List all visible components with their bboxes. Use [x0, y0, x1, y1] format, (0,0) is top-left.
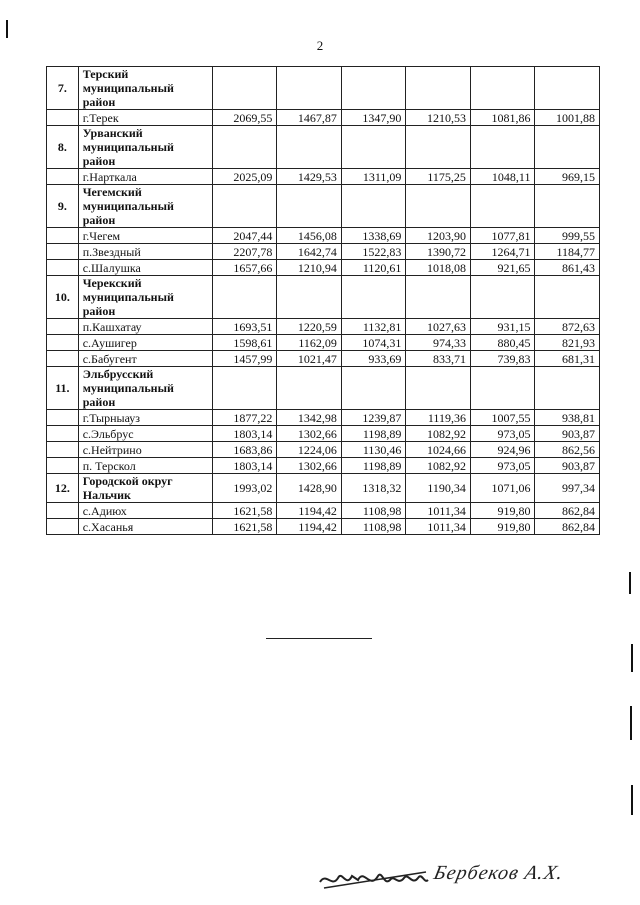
settlement-name: г.Чегем: [78, 228, 212, 244]
value-cell: [212, 185, 277, 228]
settlement-name: г.Нарткала: [78, 169, 212, 185]
settlement-name: с.Нейтрино: [78, 442, 212, 458]
section-number: 11.: [47, 367, 79, 410]
value-cell: 1210,94: [277, 260, 342, 276]
empty-cell: [47, 426, 79, 442]
value-cell: 862,84: [535, 519, 600, 535]
section-number: 7.: [47, 67, 79, 110]
settlement-name: с.Хасанья: [78, 519, 212, 535]
value-cell: 1877,22: [212, 410, 277, 426]
value-cell: 1642,74: [277, 244, 342, 260]
value-cell: 1693,51: [212, 319, 277, 335]
value-cell: [277, 185, 342, 228]
value-cell: 1048,11: [470, 169, 535, 185]
value-cell: [277, 276, 342, 319]
value-cell: 1024,66: [406, 442, 471, 458]
value-cell: 1522,83: [341, 244, 406, 260]
table-row: [47, 458, 600, 474]
table-row: [47, 169, 600, 185]
section-number: 10.: [47, 276, 79, 319]
value-cell: 1224,06: [277, 442, 342, 458]
section-title: Чегемский муниципальный район: [78, 185, 212, 228]
value-cell: 1621,58: [212, 519, 277, 535]
value-cell: 1683,86: [212, 442, 277, 458]
section-number: 9.: [47, 185, 79, 228]
value-cell: 1342,98: [277, 410, 342, 426]
value-cell: 997,34: [535, 474, 600, 503]
settlement-name: с.Аушигер: [78, 335, 212, 351]
right-margin-mark: [630, 706, 632, 740]
empty-cell: [47, 244, 79, 260]
value-cell: [470, 185, 535, 228]
value-cell: 1993,02: [212, 474, 277, 503]
page-number: 2: [316, 38, 324, 53]
section-header-row: [47, 185, 600, 228]
table-row: [47, 319, 600, 335]
value-cell: [277, 367, 342, 410]
value-cell: [341, 367, 406, 410]
value-cell: 931,15: [470, 319, 535, 335]
value-cell: 1210,53: [406, 110, 471, 126]
value-cell: 1194,42: [277, 519, 342, 535]
value-cell: 1011,34: [406, 503, 471, 519]
value-cell: 1132,81: [341, 319, 406, 335]
value-cell: 1803,14: [212, 426, 277, 442]
empty-cell: [47, 260, 79, 276]
settlement-name: п.Кашхатау: [78, 319, 212, 335]
value-cell: 1071,06: [470, 474, 535, 503]
value-cell: 862,56: [535, 442, 600, 458]
value-cell: 821,93: [535, 335, 600, 351]
value-cell: [277, 67, 342, 110]
value-cell: [341, 126, 406, 169]
value-cell: 1803,14: [212, 458, 277, 474]
left-margin-mark: [6, 20, 8, 38]
value-cell: 1081,86: [470, 110, 535, 126]
empty-cell: [47, 319, 79, 335]
value-cell: 2047,44: [212, 228, 277, 244]
empty-cell: [47, 228, 79, 244]
settlement-name: г.Терек: [78, 110, 212, 126]
section-number: 8.: [47, 126, 79, 169]
signature-name: Бербеков А.Х.: [431, 862, 566, 884]
settlement-name: с.Адиюх: [78, 503, 212, 519]
empty-cell: [47, 442, 79, 458]
value-cell: [470, 67, 535, 110]
value-cell: 862,84: [535, 503, 600, 519]
value-cell: [406, 126, 471, 169]
value-cell: 1302,66: [277, 458, 342, 474]
value-cell: 872,63: [535, 319, 600, 335]
value-cell: 974,33: [406, 335, 471, 351]
value-cell: [406, 276, 471, 319]
value-cell: [470, 126, 535, 169]
value-cell: 1021,47: [277, 351, 342, 367]
value-cell: 880,45: [470, 335, 535, 351]
value-cell: 1390,72: [406, 244, 471, 260]
value-cell: 1457,99: [212, 351, 277, 367]
value-cell: 1018,08: [406, 260, 471, 276]
value-cell: 999,55: [535, 228, 600, 244]
value-cell: 1011,34: [406, 519, 471, 535]
value-cell: 924,96: [470, 442, 535, 458]
section-header-row: [47, 67, 600, 110]
value-cell: 1007,55: [470, 410, 535, 426]
section-title: Эльбрусский муниципальный район: [78, 367, 212, 410]
settlement-name: г.Тырныауз: [78, 410, 212, 426]
table-row: [47, 244, 600, 260]
section-title: Городской округ Нальчик: [78, 474, 212, 503]
value-cell: 1108,98: [341, 519, 406, 535]
table-row: [47, 426, 600, 442]
footer-divider: [266, 638, 372, 639]
value-cell: 973,05: [470, 458, 535, 474]
table-row: [47, 110, 600, 126]
value-cell: [277, 126, 342, 169]
value-cell: [212, 126, 277, 169]
value-cell: 1077,81: [470, 228, 535, 244]
value-cell: 919,80: [470, 503, 535, 519]
settlement-name: с.Шалушка: [78, 260, 212, 276]
value-cell: 933,69: [341, 351, 406, 367]
value-cell: [212, 276, 277, 319]
table-row: [47, 410, 600, 426]
table-body: [47, 67, 600, 535]
section-header-row: [47, 276, 600, 319]
section-number: 12.: [47, 474, 79, 503]
table-row: [47, 351, 600, 367]
empty-cell: [47, 458, 79, 474]
section-title: Терский муниципальный район: [78, 67, 212, 110]
section-header-row: [47, 126, 600, 169]
value-cell: 969,15: [535, 169, 600, 185]
value-cell: 1302,66: [277, 426, 342, 442]
empty-cell: [47, 351, 79, 367]
value-cell: [470, 276, 535, 319]
value-cell: 1598,61: [212, 335, 277, 351]
value-cell: 1203,90: [406, 228, 471, 244]
table-row: [47, 503, 600, 519]
value-cell: 1190,34: [406, 474, 471, 503]
value-cell: 1621,58: [212, 503, 277, 519]
value-cell: 1338,69: [341, 228, 406, 244]
value-cell: 1311,09: [341, 169, 406, 185]
section-header-row: [47, 474, 600, 503]
settlement-name: с.Эльбрус: [78, 426, 212, 442]
value-cell: [535, 126, 600, 169]
value-cell: [341, 185, 406, 228]
value-cell: 1220,59: [277, 319, 342, 335]
section-title: Урванский муниципальный район: [78, 126, 212, 169]
value-cell: 1456,08: [277, 228, 342, 244]
value-cell: [535, 276, 600, 319]
value-cell: [535, 67, 600, 110]
value-cell: 1175,25: [406, 169, 471, 185]
value-cell: 1347,90: [341, 110, 406, 126]
value-cell: [212, 367, 277, 410]
value-cell: [470, 367, 535, 410]
value-cell: 1108,98: [341, 503, 406, 519]
value-cell: 2207,78: [212, 244, 277, 260]
empty-cell: [47, 503, 79, 519]
value-cell: 681,31: [535, 351, 600, 367]
empty-cell: [47, 410, 79, 426]
value-cell: 903,87: [535, 426, 600, 442]
value-cell: [341, 276, 406, 319]
value-cell: 1198,89: [341, 458, 406, 474]
settlement-name: п. Терскол: [78, 458, 212, 474]
value-cell: [406, 367, 471, 410]
right-margin-mark: [631, 644, 633, 672]
value-cell: 1657,66: [212, 260, 277, 276]
value-cell: [406, 67, 471, 110]
value-cell: [341, 67, 406, 110]
value-cell: 1001,88: [535, 110, 600, 126]
value-cell: 1428,90: [277, 474, 342, 503]
value-cell: 1074,31: [341, 335, 406, 351]
value-cell: 973,05: [470, 426, 535, 442]
empty-cell: [47, 519, 79, 535]
value-cell: 1082,92: [406, 426, 471, 442]
value-cell: 1318,32: [341, 474, 406, 503]
table-row: [47, 335, 600, 351]
settlement-name: с.Бабугент: [78, 351, 212, 367]
section-header-row: [47, 367, 600, 410]
value-cell: 1467,87: [277, 110, 342, 126]
empty-cell: [47, 169, 79, 185]
table-row: [47, 260, 600, 276]
value-cell: [212, 67, 277, 110]
empty-cell: [47, 335, 79, 351]
value-cell: 921,65: [470, 260, 535, 276]
value-cell: 1264,71: [470, 244, 535, 260]
value-cell: 1130,46: [341, 442, 406, 458]
value-cell: 1120,61: [341, 260, 406, 276]
value-cell: 1198,89: [341, 426, 406, 442]
value-cell: 739,83: [470, 351, 535, 367]
value-cell: 1239,87: [341, 410, 406, 426]
value-cell: 919,80: [470, 519, 535, 535]
value-cell: 938,81: [535, 410, 600, 426]
value-cell: 1184,77: [535, 244, 600, 260]
value-cell: 1429,53: [277, 169, 342, 185]
right-margin-mark: [631, 785, 633, 815]
tariff-table: [46, 66, 600, 535]
value-cell: 1162,09: [277, 335, 342, 351]
value-cell: 1119,36: [406, 410, 471, 426]
value-cell: 861,43: [535, 260, 600, 276]
table-row: [47, 442, 600, 458]
table-row: [47, 228, 600, 244]
value-cell: 833,71: [406, 351, 471, 367]
value-cell: 1194,42: [277, 503, 342, 519]
section-title: Черекский муниципальный район: [78, 276, 212, 319]
value-cell: [406, 185, 471, 228]
value-cell: 2069,55: [212, 110, 277, 126]
right-margin-mark: [629, 572, 631, 594]
value-cell: [535, 367, 600, 410]
value-cell: 1027,63: [406, 319, 471, 335]
value-cell: 903,87: [535, 458, 600, 474]
table-row: [47, 519, 600, 535]
empty-cell: [47, 110, 79, 126]
value-cell: [535, 185, 600, 228]
value-cell: 1082,92: [406, 458, 471, 474]
settlement-name: п.Звездный: [78, 244, 212, 260]
value-cell: 2025,09: [212, 169, 277, 185]
